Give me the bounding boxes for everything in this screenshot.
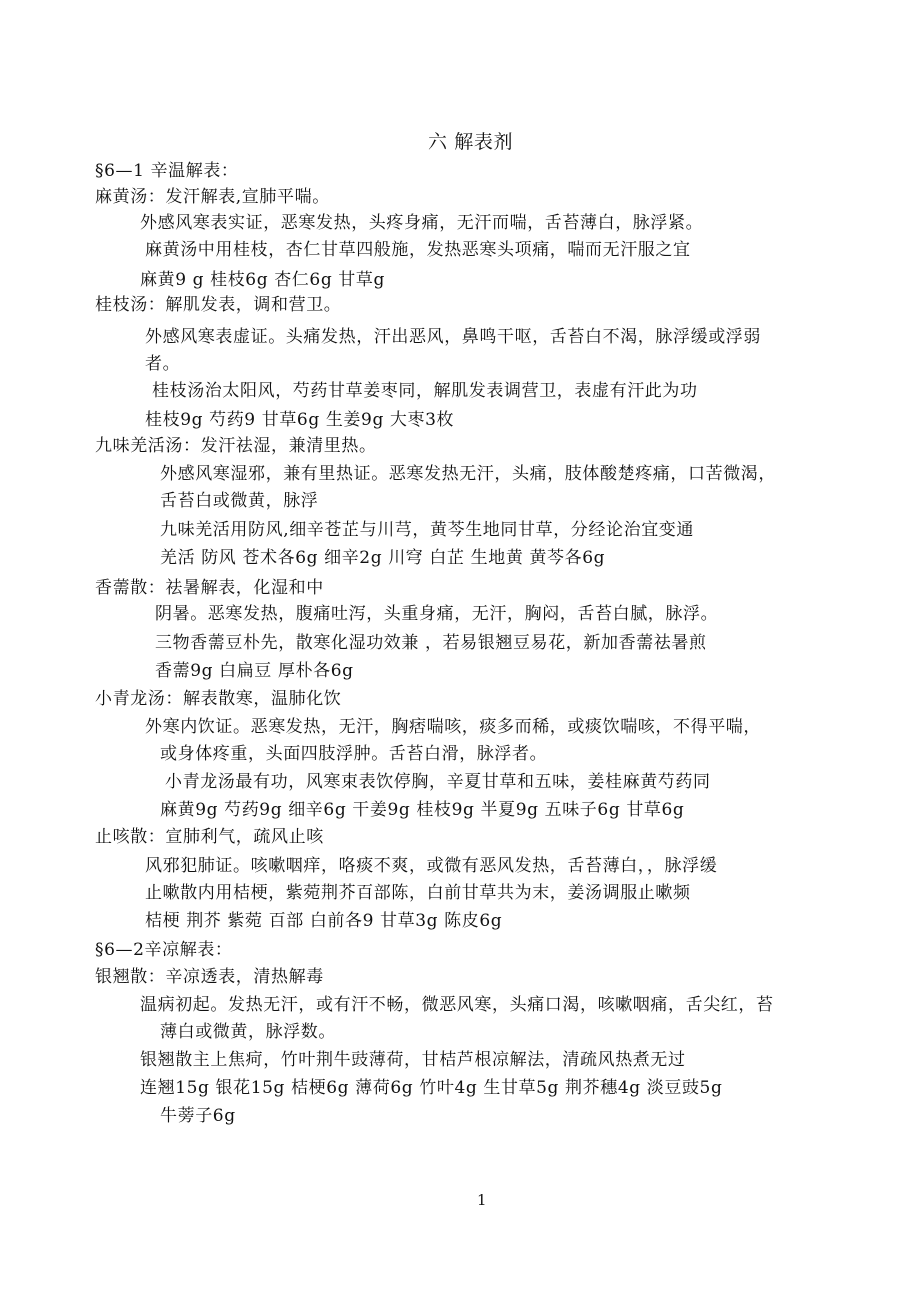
text-line: 外感风寒湿邪，兼有里热证。恶寒发热无汗，头痛，肢体酸楚疼痛，口苦微渴， bbox=[160, 464, 776, 484]
text-line: 桂枝9g 芍药9 甘草6g 生姜9g 大枣3枚 bbox=[145, 410, 455, 430]
text-line: 桔梗 荆芥 紫菀 百部 白前各9 甘草3g 陈皮6g bbox=[145, 911, 503, 931]
text-line: 温病初起。发热无汗，或有汗不畅，微恶风寒，头痛口渴，咳嗽咽痛，舌尖红，苔 bbox=[140, 995, 774, 1015]
page-title: 六 解表剂 bbox=[428, 131, 514, 153]
text-line: 止嗽散内用桔梗，紫菀荆芥百部陈，白前甘草共为末，姜汤调服止嗽频 bbox=[145, 883, 691, 903]
section-heading-line: §6—1 辛温解表： bbox=[95, 161, 239, 181]
section-heading-line: 桂枝汤：解肌发表，调和营卫。 bbox=[95, 295, 342, 315]
text-line: 外寒内饮证。恶寒发热，无汗，胸痞喘咳，痰多而稀，或痰饮喘咳，不得平喘， bbox=[145, 717, 761, 737]
text-line: 牛蒡子6g bbox=[160, 1106, 236, 1126]
section-heading-line: 麻黄汤：发汗解表,宣肺平喘。 bbox=[95, 187, 330, 207]
text-line: 小青龙汤最有功，风寒束表饮停胸，辛夏甘草和五味，姜桂麻黄芍药同 bbox=[165, 772, 711, 792]
text-line: 薄白或微黄，脉浮数。 bbox=[160, 1022, 336, 1042]
text-line: 九味羌活用防风,细辛苍芷与川芎，黄芩生地同甘草，分经论治宜变通 bbox=[160, 520, 695, 540]
text-line: 风邪犯肺证。咳嗽咽痒，咯痰不爽，或微有恶风发热，舌苔薄白，，脉浮缓 bbox=[145, 856, 718, 876]
section-heading-line: 止咳散：宣肺利气，疏风止咳 bbox=[95, 827, 324, 847]
section-heading-line: 九味羌活汤：发汗祛湿，兼清里热。 bbox=[95, 436, 377, 456]
section-heading-line: 香薷散：祛暑解表，化湿和中 bbox=[95, 578, 324, 598]
text-line: 麻黄9 g 桂枝6g 杏仁6g 甘草g bbox=[140, 270, 385, 290]
section-heading-line: 银翘散：辛凉透表，清热解毒 bbox=[95, 967, 324, 987]
text-line: 舌苔白或微黄，脉浮 bbox=[160, 491, 319, 511]
text-line: 羌活 防风 苍术各6g 细辛2g 川穹 白芷 生地黄 黄芩各6g bbox=[160, 548, 606, 568]
text-line: 连翘15g 银花15g 桔梗6g 薄荷6g 竹叶4g 生甘草5g 荆芥穗4g 淡豆豉5g bbox=[140, 1078, 723, 1098]
text-line: 外感风寒表实证，恶寒发热，头疼身痛，无汗而喘，舌苔薄白，脉浮紧。 bbox=[140, 213, 704, 233]
text-line: 三物香薷豆朴先，散寒化湿功效兼 ，若易银翘豆易花，新加香薷祛暑煎 bbox=[155, 633, 707, 653]
section-heading-line: §6—2辛凉解表： bbox=[95, 940, 233, 960]
text-line: 者。 bbox=[145, 354, 181, 374]
text-line: 香薷9g 白扁豆 厚朴各6g bbox=[155, 661, 354, 681]
section-heading-line: 小青龙汤：解表散寒，温肺化饮 bbox=[95, 689, 342, 709]
page-number: 1 bbox=[477, 1191, 488, 1209]
text-line: 或身体疼重，头面四肢浮肿。舌苔白滑，脉浮者。 bbox=[160, 744, 548, 764]
text-line: 桂枝汤治太阳风，芍药甘草姜枣同，解肌发表调营卫，表虚有汗此为功 bbox=[152, 381, 698, 401]
text-line: 麻黄汤中用桂枝，杏仁甘草四般施，发热恶寒头项痛，喘而无汗服之宜 bbox=[145, 240, 691, 260]
text-line: 外感风寒表虚证。头痛发热，汗出恶风，鼻鸣干呕，舌苔白不渴，脉浮缓或浮弱 bbox=[145, 327, 761, 347]
text-line: 麻黄9g 芍药9g 细辛6g 干姜9g 桂枝9g 半夏9g 五味子6g 甘草6g bbox=[160, 800, 685, 820]
text-line: 阴暑。恶寒发热，腹痛吐泻，头重身痛，无汗，胸闷，舌苔白腻，脉浮。 bbox=[155, 604, 719, 624]
text-line: 银翘散主上焦疴，竹叶荆牛豉薄荷，甘桔芦根凉解法，清疏风热煮无过 bbox=[140, 1050, 686, 1070]
